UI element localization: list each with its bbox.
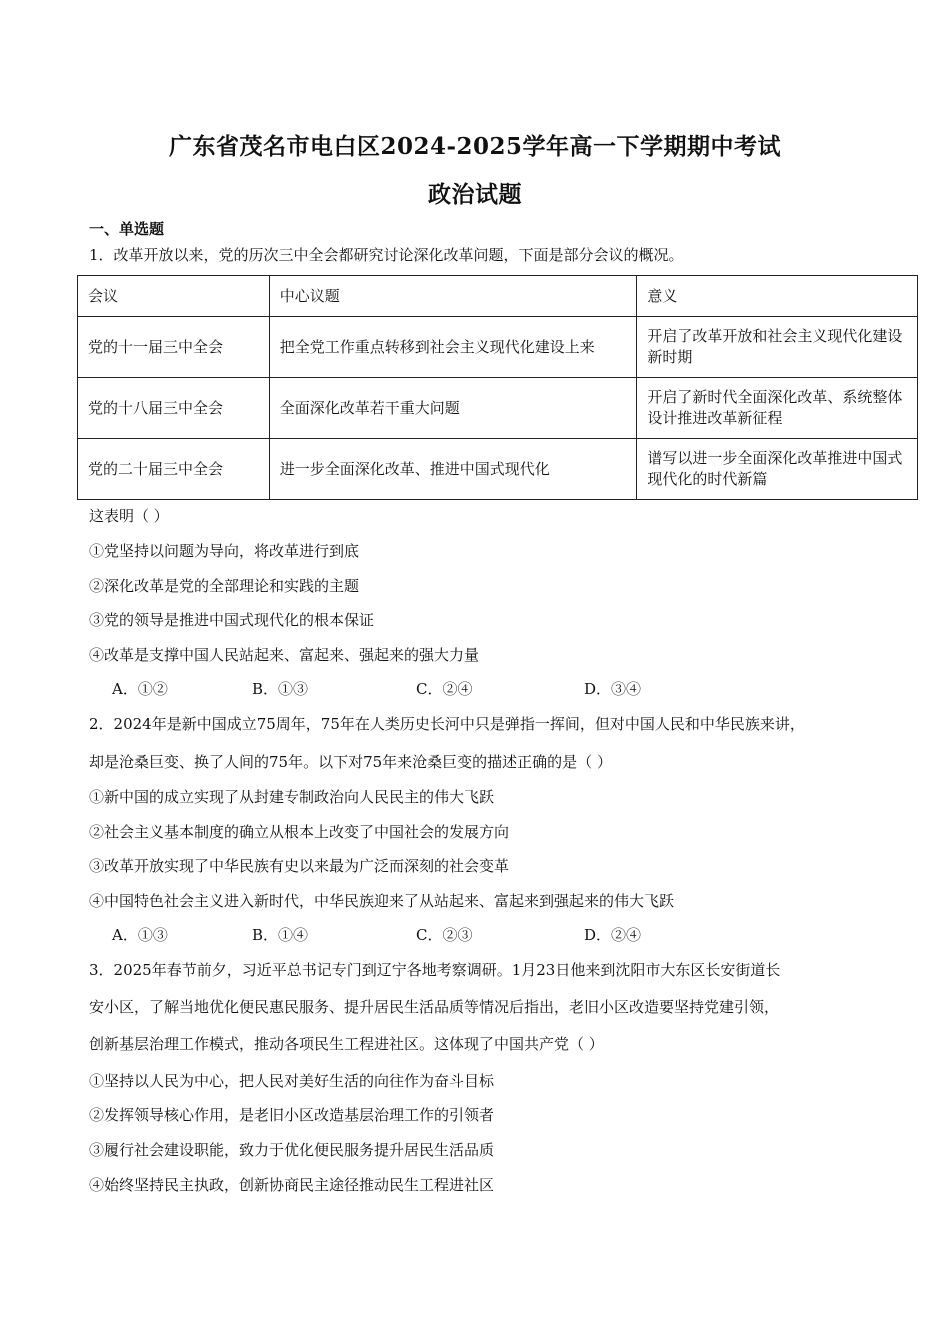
table-header-cell: 会议 [78, 276, 270, 317]
q2-option-a[interactable]: A．①③ [112, 926, 168, 944]
q1-prompt: 这表明（ ） [89, 507, 169, 525]
table-cell: 党的二十届三中全会 [78, 439, 270, 500]
q1-item: ②深化改革是党的全部理论和实践的主题 [89, 577, 360, 595]
table-row [78, 439, 918, 500]
q3-stem-line: 创新基层治理工作模式，推动各项民生工程进社区。这体现了中国共产党（ ） [89, 1035, 604, 1053]
exam-title: 广东省茂名市电白区2024-2025学年高一下学期期中考试 [168, 133, 782, 160]
q3-item: ②发挥领导核心作用，是老旧小区改造基层治理工作的引领者 [89, 1106, 495, 1124]
q3-item: ④始终坚持民主执政，创新协商民主途径推动民生工程进社区 [89, 1176, 495, 1194]
q1-option-b[interactable]: B．①③ [252, 680, 309, 698]
q3-item: ①坚持以人民为中心，把人民对美好生活的向往作为奋斗目标 [89, 1072, 495, 1090]
q2-item: ②社会主义基本制度的确立从根本上改变了中国社会的发展方向 [89, 823, 510, 841]
q2-item: ①新中国的成立实现了从封建专制政治向人民民主的伟大飞跃 [89, 788, 495, 806]
q2-option-b[interactable]: B．①④ [252, 926, 309, 944]
q3-stem-line: 安小区，了解当地优化便民惠民服务、提升居民生活品质等情况后指出，老旧小区改造要坚持党建引领， [89, 998, 780, 1016]
table-row [78, 378, 918, 439]
table-cell: 把全党工作重点转移到社会主义现代化建设上来 [269, 317, 637, 378]
table-cell: 党的十一届三中全会 [78, 317, 270, 378]
q2-item: ③改革开放实现了中华民族有史以来最为广泛而深刻的社会变革 [89, 857, 510, 875]
table-header-cell: 意义 [637, 276, 918, 317]
exam-subtitle: 政治试题 [428, 181, 522, 208]
table-cell: 党的十八届三中全会 [78, 378, 270, 439]
q2-option-d[interactable]: D．②④ [584, 926, 642, 944]
section-heading: 一、单选题 [89, 220, 165, 238]
q1-stem: 1．改革开放以来，党的历次三中全会都研究讨论深化改革问题，下面是部分会议的概况。 [89, 246, 684, 264]
table-header-row [78, 276, 918, 317]
q2-option-c[interactable]: C．②③ [416, 926, 473, 944]
q2-stem-line: 却是沧桑巨变、换了人间的75年。以下对75年来沧桑巨变的描述正确的是（ ） [89, 753, 612, 771]
table-cell: 开启了新时代全面深化改革、系统整体设计推进改革新征程 [637, 378, 918, 439]
q1-option-d[interactable]: D．③④ [584, 680, 642, 698]
table-cell: 开启了改革开放和社会主义现代化建设新时期 [637, 317, 918, 378]
q2-stem-line: 2．2024年是新中国成立75周年，75年在人类历史长河中只是弹指一挥间，但对中国人民和中华民族来讲， [89, 715, 805, 733]
q1-option-a[interactable]: A．①② [112, 680, 168, 698]
q2-item: ④中国特色社会主义进入新时代，中华民族迎来了从站起来、富起来到强起来的伟大飞跃 [89, 892, 675, 910]
q1-item: ③党的领导是推进中国式现代化的根本保证 [89, 611, 375, 629]
q3-stem-line: 3．2025年春节前夕，习近平总书记专门到辽宁各地考察调研。1月23日他来到沈阳市大东区长安街道长 [89, 961, 781, 979]
q3-item: ③履行社会建设职能，致力于优化便民服务提升居民生活品质 [89, 1141, 495, 1159]
table-header-cell: 中心议题 [269, 276, 637, 317]
table-row [78, 317, 918, 378]
table-cell: 谱写以进一步全面深化改革推进中国式现代化的时代新篇 [637, 439, 918, 500]
q1-item: ①党坚持以问题为导向，将改革进行到底 [89, 542, 360, 560]
table-cell: 全面深化改革若干重大问题 [269, 378, 637, 439]
q1-option-c[interactable]: C．②④ [416, 680, 473, 698]
meeting-table [77, 275, 918, 500]
q1-item: ④改革是支撑中国人民站起来、富起来、强起来的强大力量 [89, 646, 480, 664]
table-cell: 进一步全面深化改革、推进中国式现代化 [269, 439, 637, 500]
